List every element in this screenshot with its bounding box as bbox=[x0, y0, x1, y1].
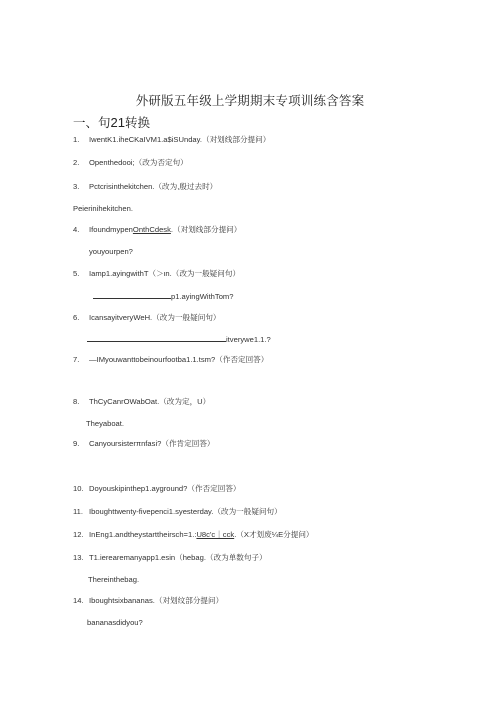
question-3 bbox=[73, 182, 217, 192]
answer-3: Peierinihekitchen. bbox=[73, 204, 133, 213]
question-6 bbox=[73, 313, 221, 323]
question-text: T1.ierearemanyapp1.esin（hebag.（改为单数句子） bbox=[89, 553, 267, 562]
answer-5 bbox=[93, 291, 233, 302]
question-13 bbox=[73, 553, 267, 563]
question-number: 9. bbox=[73, 439, 80, 448]
question-4 bbox=[73, 225, 241, 235]
question-12 bbox=[73, 530, 314, 540]
question-text: Pctcrisinthekitchen.（改为,殷过去时） bbox=[89, 182, 218, 191]
question-text-start: InEng1.andtheystarttheirsch=1.: bbox=[89, 530, 197, 539]
question-text: Doyouskipinthep1.ayground?（作否定回答） bbox=[89, 484, 241, 493]
question-number: 2. bbox=[73, 158, 80, 167]
question-number: 6. bbox=[73, 313, 80, 322]
question-number: 1. bbox=[73, 135, 80, 144]
answer-blank bbox=[93, 291, 171, 299]
question-8 bbox=[73, 397, 210, 407]
question-text: Openthedooi;（改为否定句） bbox=[89, 158, 188, 167]
question-text: Iamp1.ayingwithT（＞ιn.（改为一般疑问句） bbox=[89, 269, 241, 278]
answer-text: p1.ayingWithTom? bbox=[171, 292, 234, 301]
question-11 bbox=[73, 507, 282, 517]
section-suffix: 转换 bbox=[124, 116, 150, 130]
question-14 bbox=[73, 596, 223, 606]
question-text: Iboughttwenty-fivepenci1.syesterday.（改为一般疑问句） bbox=[89, 507, 282, 516]
question-5 bbox=[73, 269, 240, 279]
question-1 bbox=[73, 135, 270, 145]
answer-8: Theyaboat. bbox=[86, 419, 124, 428]
section-heading bbox=[73, 113, 150, 131]
question-text-start: Ifoundmypen bbox=[89, 225, 133, 234]
question-number: 13. bbox=[73, 553, 84, 562]
question-number: 4. bbox=[73, 225, 80, 234]
answer-6 bbox=[87, 334, 271, 345]
question-text: —IMyouwanttobeinourfootba1.1.tsm?（作否定回答） bbox=[89, 355, 269, 364]
question-text: Iboughtsixbananas.（对划纹部分提问） bbox=[89, 596, 224, 605]
question-number: 11. bbox=[73, 507, 83, 516]
question-number: 14. bbox=[73, 596, 84, 605]
question-10 bbox=[73, 484, 241, 494]
question-text-end: .（X才划废¼E分提问） bbox=[234, 530, 314, 539]
question-number: 10. bbox=[73, 484, 84, 493]
question-text-end: .（对划线部分提问） bbox=[170, 225, 242, 234]
answer-blank bbox=[87, 334, 226, 342]
document-title: 外研版五年级上学期期末专项训练含答案 bbox=[135, 94, 365, 108]
question-2 bbox=[73, 158, 188, 168]
question-text: Canyoursisterπnfasi?（作肯定回答） bbox=[89, 439, 215, 448]
section-number: 21 bbox=[110, 115, 125, 130]
question-number: 5. bbox=[73, 269, 80, 278]
question-text: IcansayitveryWeH.（改为一般疑问句） bbox=[89, 313, 221, 322]
question-text: IwentK1.iheCKaIVM1.a$iSUnday.（对划线部分提问） bbox=[89, 135, 271, 144]
underlined-part: U8c'c｜cck bbox=[196, 530, 235, 539]
answer-13: Thereinthebag. bbox=[88, 575, 140, 584]
answer-14: bananasdidyou? bbox=[87, 618, 143, 627]
question-text: ThCyCanrOWabOat.（改为定，U） bbox=[89, 397, 211, 406]
question-number: 8. bbox=[73, 397, 80, 406]
question-number: 3. bbox=[73, 182, 80, 191]
section-prefix: 一、句 bbox=[73, 116, 111, 130]
question-7 bbox=[73, 355, 268, 365]
question-number: 7. bbox=[73, 355, 80, 364]
answer-4: youyourpen? bbox=[89, 247, 133, 256]
question-9 bbox=[73, 439, 215, 449]
answer-text: itverywe1.1.? bbox=[226, 335, 271, 344]
underlined-part: OnthCdesk bbox=[132, 225, 171, 234]
question-number: 12. bbox=[73, 530, 84, 539]
